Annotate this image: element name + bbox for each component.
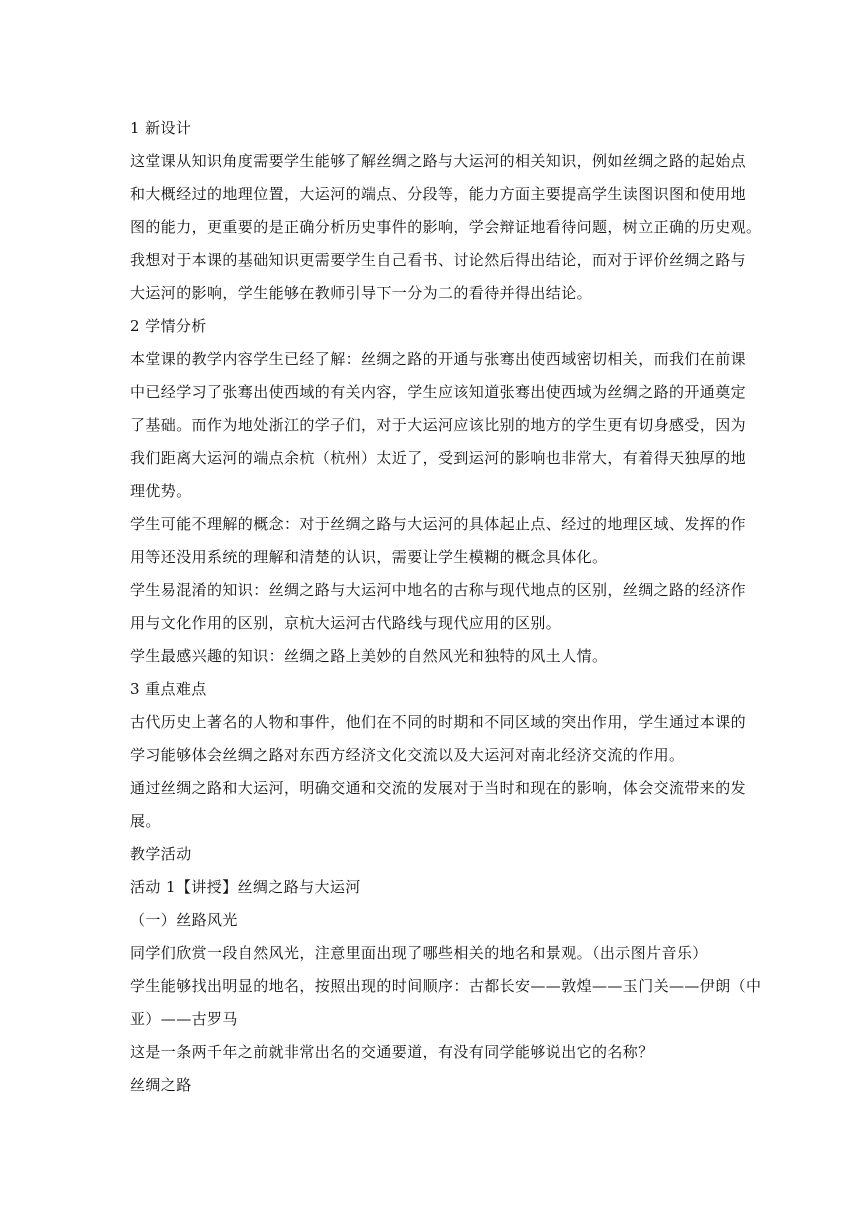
paragraph-line: 这堂课从知识角度需要学生能够了解丝绸之路与大运河的相关知识，例如丝绸之路的起始点: [130, 152, 747, 170]
activity-heading: 活动 1【讲授】丝绸之路与大运河: [130, 878, 361, 896]
paragraph-line: 这是一条两千年之前就非常出名的交通要道，有没有同学能够说出它的名称？: [130, 1043, 654, 1061]
paragraph-line: 学习能够体会丝绸之路对东西方经济文化交流以及大运河对南北经济交流的作用。: [130, 746, 685, 764]
paragraph-line: 学生能够找出明显的地名，按照出现的时间顺序：古都长安——敦煌——玉门关——伊朗（中: [130, 977, 762, 995]
paragraph-line: 丝绸之路: [130, 1076, 192, 1094]
paragraph-line: 理优势。: [130, 482, 192, 500]
paragraph-line: 通过丝绸之路和大运河，明确交通和交流的发展对于当时和现在的影响，体会交流带来的发: [130, 779, 747, 797]
paragraph-line: 古代历史上著名的人物和事件，他们在不同的时期和不同区域的突出作用，学生通过本课的: [130, 713, 747, 731]
paragraph-line: 本堂课的教学内容学生已经了解：丝绸之路的开通与张骞出使西域密切相关，而我们在前课: [130, 350, 747, 368]
paragraph-line: 图的能力，更重要的是正确分析历史事件的影响，学会辩证地看待问题，树立正确的历史观。: [130, 218, 762, 236]
paragraph-line: 中已经学习了张骞出使西域的有关内容，学生应该知道张骞出使西域为丝绸之路的开通奠定: [130, 383, 747, 401]
paragraph-line: 学生最感兴趣的知识：丝绸之路上美妙的自然风光和独特的风土人情。: [130, 647, 608, 665]
paragraph-line: 展。: [130, 812, 161, 830]
paragraph-line: 学生易混淆的知识：丝绸之路与大运河中地名的古称与现代地点的区别，丝绸之路的经济作: [130, 581, 747, 599]
paragraph-line: 大运河的影响，学生能够在教师引导下一分为二的看待并得出结论。: [130, 284, 593, 302]
section-heading-key-points: 3 重点难点: [130, 680, 207, 698]
paragraph-line: 用等还没用系统的理解和清楚的认识，需要让学生模糊的概念具体化。: [130, 548, 608, 566]
subsection-heading: （一）丝路风光: [130, 911, 238, 929]
paragraph-line: 亚）——古罗马: [130, 1010, 238, 1028]
document-body: [130, 112, 762, 1102]
section-heading-new-design: 1 新设计: [130, 119, 192, 137]
paragraph-line: 和大概经过的地理位置，大运河的端点、分段等，能力方面主要提高学生读图识图和使用地: [130, 185, 747, 203]
paragraph-line: 了基础。而作为地处浙江的学子们，对于大运河应该比别的地方的学生更有切身感受，因为: [130, 416, 747, 434]
paragraph-line: 学生可能不理解的概念：对于丝绸之路与大运河的具体起止点、经过的地理区域、发挥的作: [130, 515, 747, 533]
paragraph-line: 我想对于本课的基础知识更需要学生自己看书、讨论然后得出结论，而对于评价丝绸之路与: [130, 251, 747, 269]
paragraph-line: 我们距离大运河的端点余杭（杭州）太近了，受到运河的影响也非常大，有着得天独厚的地: [130, 449, 747, 467]
section-heading-teaching-activities: 教学活动: [130, 845, 192, 863]
section-heading-student-analysis: 2 学情分析: [130, 317, 207, 335]
paragraph-line: 同学们欣赏一段自然风光，注意里面出现了哪些相关的地名和景观。（出示图片音乐）: [130, 944, 708, 962]
paragraph-line: 用与文化作用的区别，京杭大运河古代路线与现代应用的区别。: [130, 614, 562, 632]
